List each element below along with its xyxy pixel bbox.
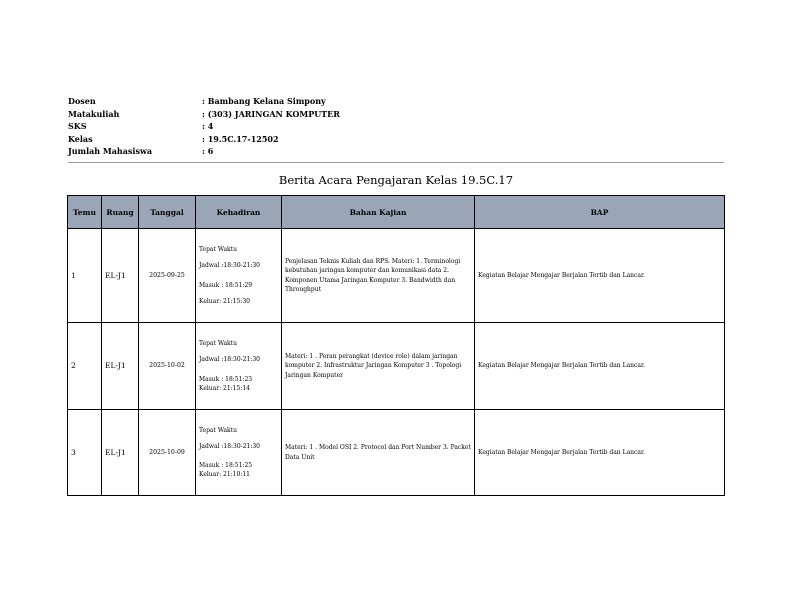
col-header-bahan-kajian: Bahan Kajian bbox=[282, 196, 475, 229]
kehadiran-jadwal: Jadwal :18:30-21:30 bbox=[199, 442, 260, 450]
info-label: Jumlah Mahasiswa bbox=[68, 146, 153, 156]
col-header-ruang: Ruang bbox=[102, 196, 139, 229]
cell-ruang: EL-J1 bbox=[102, 410, 139, 496]
cell-temu: 2 bbox=[68, 323, 102, 410]
cell-tanggal: 2025-10-09 bbox=[139, 410, 196, 496]
kehadiran-masuk: Masuk : 18:51:29 bbox=[199, 281, 253, 289]
info-value: : Bambang Kelana Simpony bbox=[202, 96, 326, 106]
cell-tanggal: 2025-10-02 bbox=[139, 323, 196, 410]
cell-bap: Kegiatan Belajar Mengajar Berjalan Tertib dan Lancar. bbox=[475, 323, 725, 410]
kehadiran-keluar: Keluar: 21:15:14 bbox=[199, 384, 250, 392]
cell-ruang: EL-J1 bbox=[102, 229, 139, 323]
cell-kehadiran bbox=[196, 323, 282, 410]
cell-kehadiran bbox=[196, 229, 282, 323]
info-value: : 19.5C.17-12502 bbox=[202, 133, 279, 144]
cell-bahan-kajian: Materi: 1 . Peran perangkat (device role) dalam jaringan komputer 2. Infrastruktur Jaringan Komputer 3 . Topologi Jaringan Komputer bbox=[282, 323, 475, 410]
info-label: Kelas bbox=[68, 133, 93, 144]
kehadiran-keluar: Keluar: 21:10:11 bbox=[199, 471, 250, 479]
cell-temu: 1 bbox=[68, 229, 102, 323]
col-header-bap: BAP bbox=[475, 196, 725, 229]
info-value: : 6 bbox=[202, 146, 214, 156]
bap-table bbox=[67, 195, 725, 496]
cell-bap: Kegiatan Belajar Mengajar Berjalan Tertib dan Lancar. bbox=[475, 229, 725, 323]
kehadiran-masuk: Masuk : 18:51:25 bbox=[199, 462, 253, 469]
cell-bap: Kegiatan Belajar Mengajar Berjalan Tertib dan Lancar. bbox=[475, 410, 725, 496]
kehadiran-status: Tepat Waktu bbox=[199, 246, 237, 254]
info-label: SKS bbox=[68, 121, 87, 131]
info-row-jumlah-mahasiswa bbox=[68, 145, 340, 158]
kehadiran-jadwal: Jadwal :18:30-21:30 bbox=[199, 262, 260, 270]
divider bbox=[68, 162, 724, 163]
info-value: : (303) JARINGAN KOMPUTER bbox=[202, 108, 340, 119]
col-header-tanggal: Tanggal bbox=[139, 196, 196, 229]
kehadiran-masuk: Masuk : 18:51:23 bbox=[199, 375, 253, 383]
kehadiran-status: Tepat Waktu bbox=[199, 426, 237, 434]
info-row-matakuliah bbox=[68, 108, 340, 121]
cell-temu: 3 bbox=[68, 410, 102, 496]
col-header-kehadiran: Kehadiran bbox=[196, 196, 282, 229]
cell-bahan-kajian: Materi: 1 . Model OSI 2. Protocol dan Port Number 3. Packet Data Unit bbox=[282, 410, 475, 496]
course-info bbox=[68, 95, 340, 158]
table-row bbox=[68, 229, 725, 323]
col-header-temu: Temu bbox=[68, 196, 102, 229]
info-row-kelas bbox=[68, 133, 340, 146]
table-header-row bbox=[68, 196, 725, 229]
info-row-sks bbox=[68, 120, 340, 133]
page-title: Berita Acara Pengajaran Kelas 19.5C.17 bbox=[278, 173, 514, 187]
info-label: Dosen bbox=[68, 96, 96, 106]
info-row-dosen bbox=[68, 95, 340, 108]
cell-tanggal: 2025-09-25 bbox=[139, 229, 196, 323]
info-label: Matakuliah bbox=[68, 108, 120, 119]
kehadiran-status: Tepat Waktu bbox=[199, 340, 237, 348]
kehadiran-keluar: Keluar: 21:15:30 bbox=[199, 297, 250, 305]
info-value: : 4 bbox=[202, 121, 214, 131]
table-row bbox=[68, 323, 725, 410]
table-row bbox=[68, 410, 725, 496]
cell-ruang: EL-J1 bbox=[102, 323, 139, 410]
cell-bahan-kajian: Penjelasan Teknis Kuliah dan RPS. Materi: 1. Terminologi kebutuhan jaringan komputer dan komunikasi data 2. Komponen Utama Jaringan Komputer 3. Bandwidth dan Throughput bbox=[282, 229, 475, 323]
cell-kehadiran bbox=[196, 410, 282, 496]
kehadiran-jadwal: Jadwal :18:30-21:30 bbox=[199, 356, 260, 364]
